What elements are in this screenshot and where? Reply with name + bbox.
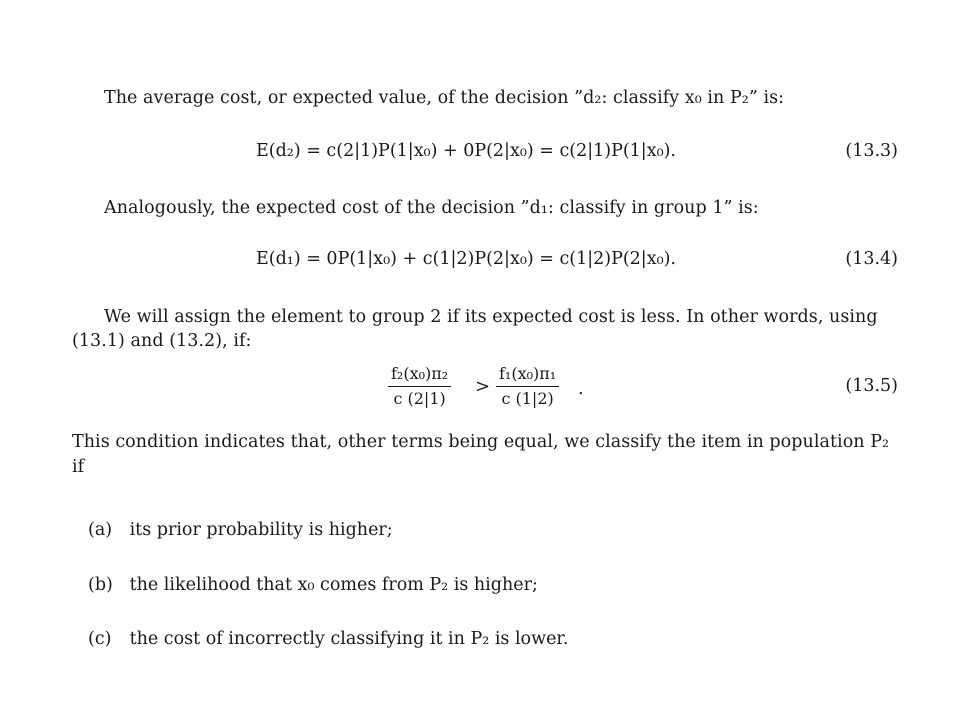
list-item-text: the likelihood that x₀ comes from P₂ is higher; bbox=[129, 575, 538, 595]
list-item-text: its prior probability is higher; bbox=[129, 520, 393, 540]
paragraph-decision-d2: The average cost, or expected value, of the decision ”d₂: classify x₀ in P₂” is: bbox=[104, 88, 785, 108]
fraction-right-numerator: f₁(x₀)π₁ bbox=[496, 364, 559, 387]
fraction-right-denominator: c (1|2) bbox=[501, 389, 554, 408]
paragraph-assign-rule-line1: We will assign the element to group 2 if its expected cost is less. In other words, using bbox=[104, 307, 878, 327]
list-item-a bbox=[88, 520, 393, 540]
fraction-left-numerator: f₂(x₀)π₂ bbox=[388, 364, 451, 387]
list-item-text: the cost of incorrectly classifying it in P₂ is lower. bbox=[129, 629, 569, 649]
greater-than-operator: > bbox=[475, 376, 491, 397]
equation-13-4: E(d₁) = 0P(1|x₀) + c(1|2)P(2|x₀) = c(1|2)P(2|x₀). bbox=[256, 249, 676, 269]
paragraph-condition-line2: if bbox=[72, 457, 85, 477]
paragraph-decision-d1: Analogously, the expected cost of the decision ”d₁: classify in group 1” is: bbox=[104, 198, 759, 218]
equation-13-5-period: . bbox=[578, 378, 584, 399]
list-item-label: (c) bbox=[88, 629, 112, 649]
equation-13-3: E(d₂) = c(2|1)P(1|x₀) + 0P(2|x₀) = c(2|1)P(1|x₀). bbox=[256, 141, 676, 161]
list-item-label: (b) bbox=[88, 575, 113, 595]
fraction-left-denominator: c (2|1) bbox=[393, 389, 446, 408]
fraction-right bbox=[496, 364, 559, 408]
paragraph-condition-line1: This condition indicates that, other terms being equal, we classify the item in population P₂ bbox=[72, 432, 890, 452]
equation-number-13-5: (13.5) bbox=[845, 376, 898, 396]
paragraph-assign-rule-line2: (13.1) and (13.2), if: bbox=[72, 331, 252, 351]
equation-number-13-4: (13.4) bbox=[845, 249, 898, 269]
list-item-label: (a) bbox=[88, 520, 113, 540]
list-item-b bbox=[88, 575, 538, 595]
list-item-c bbox=[88, 629, 568, 649]
fraction-left bbox=[388, 364, 451, 408]
equation-number-13-3: (13.3) bbox=[845, 141, 898, 161]
